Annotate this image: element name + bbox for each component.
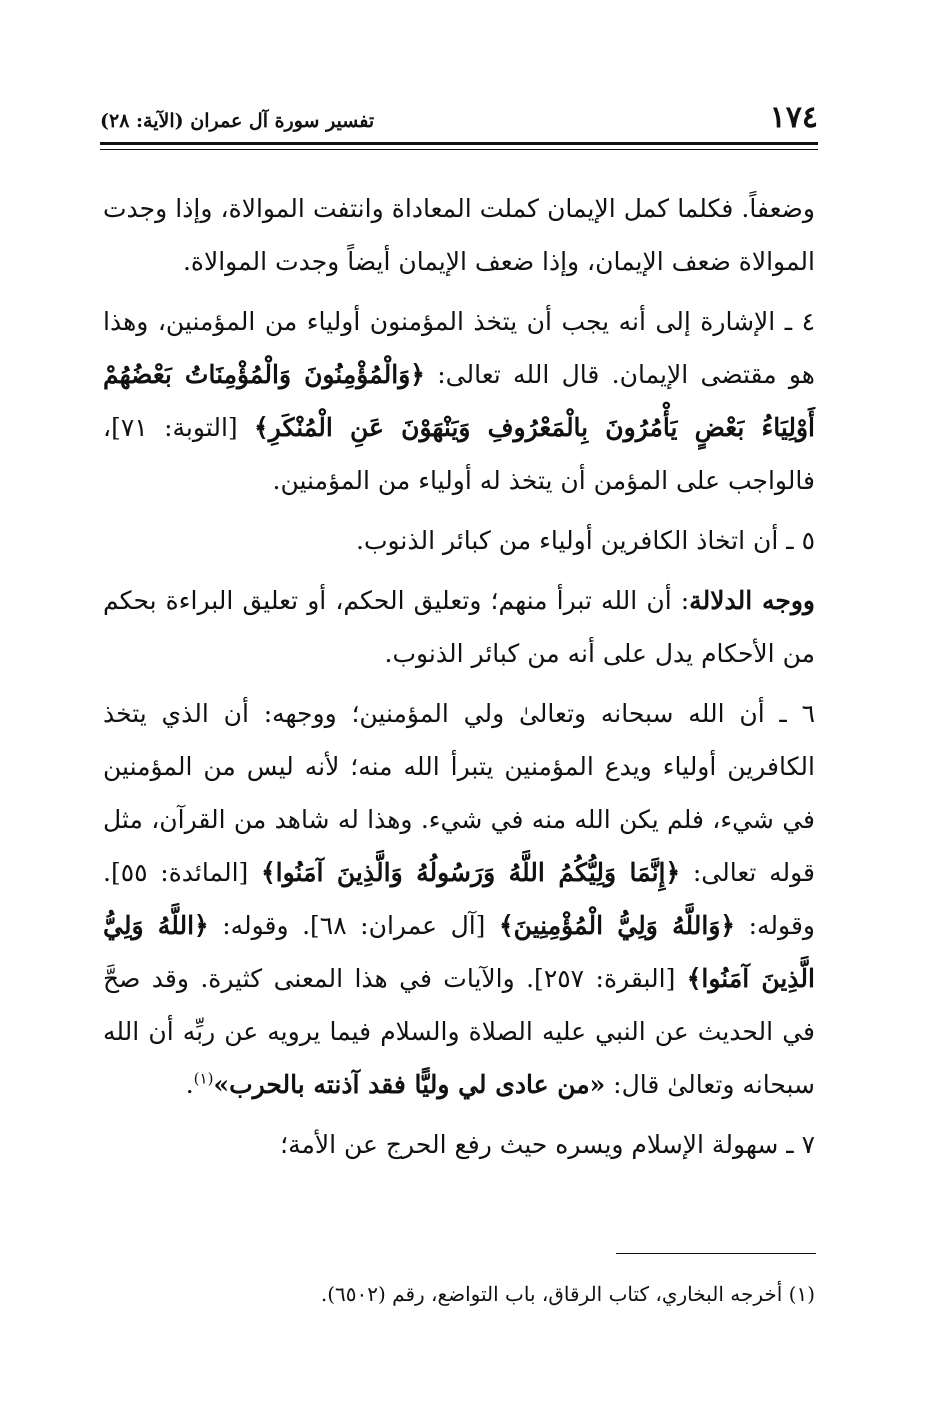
paragraph-point-4 [103,295,815,507]
point-6-ref-2: [آل عمران: ٦٨]. وقوله: [208,911,499,940]
main-text [103,182,815,1171]
point-4-text: ٤ ـ الإشارة إلى أنه يجب أن يتخذ المؤمنون أولياء من المؤمنين، وهذا هو مقتضى الإيمان. قال الله تعالى: [103,307,815,389]
point-6-text: ٦ ـ أن الله سبحانه وتعالىٰ ولي المؤمنين؛ ووجهه: أن الذي يتخذ الكافرين أولياء ويدع المؤمنين يتبرأ الله منه؛ لأنه ليس من المؤمنين في شيء، فلم يكن الله منه في شيء. وهذا له شاهد من القرآن، مثل قوله تعالى: [103,699,815,887]
header-rule-thick [100,142,818,145]
point-4-conclusion: [التوبة: ٧١]، فالواجب على المؤمن أن يتخذ له أولياء من المؤمنين. [103,413,815,495]
point-6-end: . [185,1070,194,1099]
evidence-heading: ووجه الدلالة [689,586,815,615]
quran-verse-tawbah-71: ﴿وَالْمُؤْمِنُونَ وَالْمُؤْمِنَاتُ بَعْضُهُمْ أَوْلِيَاءُ بَعْضٍ يَأْمُرُونَ بِالْمَعْرُوفِ وَيَنْهَوْنَ عَنِ الْمُنْكَرِ﴾ [103,360,815,442]
paragraph-1: وضعفاً. فكلما كمل الإيمان كملت المعاداة وانتفت الموالاة، وإذا وجدت الموالاة ضعف الإيمان، وإذا ضعف الإيمان أيضاً وجدت الموالاة. [103,194,815,276]
page-header [100,98,818,138]
page-number: ١٧٤ [769,100,818,135]
hadith-quote: «من عادى لي وليًّا فقد آذنته بالحرب» [213,1070,606,1099]
header-rule-thin [100,149,818,150]
quran-verse-imran-68: ﴿وَاللَّهُ وَلِيُّ الْمُؤْمِنِينَ﴾ [498,911,736,940]
running-title: تفسير سورة آل عمران (الآية: ٢٨) [100,110,375,132]
footnote-reference[interactable]: (١) [193,1069,214,1088]
footnote-separator [616,1253,816,1254]
point-6-ref-1: [المائدة: ٥٥]. وقوله: [103,858,815,940]
evidence-text: : أن الله تبرأ منهم؛ وتعليق الحكم، أو تعليق البراءة بحكم من الأحكام يدل على أنه من كبائر الذنوب. [103,586,815,668]
paragraph-evidence [103,574,815,680]
footnote: (١) أخرجه البخاري، كتاب الرقاق، باب التواضع، رقم (٦٥٠٢). [320,1282,815,1306]
quran-verse-maidah-55: ﴿إِنَّمَا وَلِيُّكُمُ اللَّهُ وَرَسُولُهُ وَالَّذِينَ آمَنُوا﴾ [261,858,681,887]
paragraph-point-5: ٥ ـ أن اتخاذ الكافرين أولياء من كبائر الذنوب. [356,526,815,555]
paragraph-point-7: ٧ ـ سهولة الإسلام ويسره حيث رفع الحرج عن الأمة؛ [280,1130,815,1159]
point-6-hadith-intro: [البقرة: ٢٥٧]. والآيات في هذا المعنى كثيرة. وقد صحَّ في الحديث عن النبي عليه الصلاة والسلام فيما يرويه عن ربِّه أن الله سبحانه وتعالىٰ قال: [103,964,815,1099]
quran-verse-baqarah-257: ﴿اللَّهُ وَلِيُّ الَّذِينَ آمَنُوا﴾ [103,911,815,993]
paragraph-point-6 [103,687,815,1111]
